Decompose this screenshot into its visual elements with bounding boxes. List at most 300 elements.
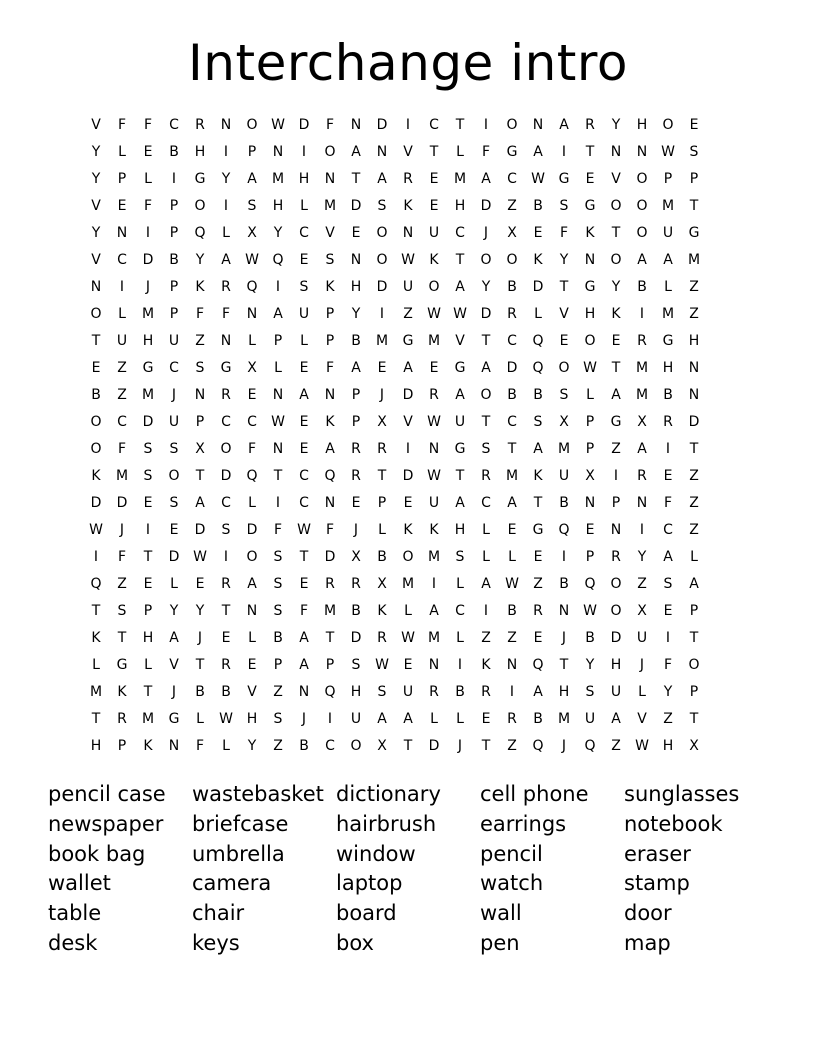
grid-letter: M (427, 549, 441, 565)
grid-letter: N (116, 225, 128, 241)
grid-letter: P (611, 495, 621, 511)
grid-letter: D (298, 117, 310, 133)
grid-letter: S (455, 549, 465, 565)
grid-letter: N (324, 495, 336, 511)
grid-letter: V (403, 144, 413, 160)
grid-letter: J (379, 387, 385, 403)
grid-letter: N (272, 387, 284, 403)
grid-row (83, 517, 733, 544)
grid-letter: N (636, 495, 648, 511)
grid-letter: E (247, 657, 257, 673)
grid-letter: H (298, 171, 310, 187)
grid-letter: K (585, 225, 595, 241)
grid-letter: Y (221, 171, 231, 187)
page-title: Interchange intro (188, 34, 628, 92)
grid-letter: M (115, 468, 129, 484)
word-list-item: briefcase (192, 811, 289, 836)
grid-letter: T (143, 684, 153, 700)
grid-letter: N (220, 117, 232, 133)
grid-letter: M (375, 333, 389, 349)
grid-letter: Z (507, 630, 517, 646)
grid-letter: W (531, 171, 545, 187)
grid-letter: L (170, 576, 178, 592)
grid-letter: Y (195, 252, 205, 268)
grid-letter: R (533, 603, 543, 619)
grid-letter: H (350, 684, 362, 700)
grid-letter: H (454, 522, 466, 538)
grid-letter: C (299, 225, 309, 241)
grid-letter: L (508, 549, 516, 565)
grid-letter: T (117, 630, 127, 646)
grid-letter: N (324, 387, 336, 403)
grid-letter: D (142, 414, 154, 430)
grid-letter: Y (637, 549, 647, 565)
grid-letter: L (248, 333, 256, 349)
grid-letter: A (377, 171, 387, 187)
grid-letter: W (219, 711, 233, 727)
grid-letter: U (402, 684, 414, 700)
grid-letter: D (480, 306, 492, 322)
grid-letter: A (533, 441, 543, 457)
grid-letter: S (559, 198, 569, 214)
grid-letter: T (611, 360, 621, 376)
word-list-item: newspaper (48, 811, 164, 836)
grid-letter: M (687, 252, 701, 268)
grid-letter: N (610, 522, 622, 538)
grid-letter: S (351, 657, 361, 673)
word-list-item: chair (192, 901, 245, 926)
grid-letter: L (482, 549, 490, 565)
grid-letter: A (351, 360, 361, 376)
grid-letter: E (663, 603, 673, 619)
grid-letter: X (637, 414, 647, 430)
grid-letter: E (299, 360, 309, 376)
grid-letter: E (611, 333, 621, 349)
grid-letter: K (91, 630, 101, 646)
grid-letter: O (480, 252, 492, 268)
grid-letter: V (559, 306, 569, 322)
grid-letter: A (533, 144, 543, 160)
grid-letter: W (401, 630, 415, 646)
grid-letter: P (585, 549, 595, 565)
grid-letter: Y (559, 252, 569, 268)
grid-letter: O (428, 279, 440, 295)
grid-letter: A (403, 360, 413, 376)
grid-letter: G (584, 279, 596, 295)
grid-letter: L (300, 333, 308, 349)
grid-letter: J (561, 738, 567, 754)
grid-letter: H (636, 117, 648, 133)
grid-letter: V (455, 333, 465, 349)
grid-letter: T (273, 468, 283, 484)
word-list-item: hairbrush (336, 811, 437, 836)
grid-letter: D (532, 279, 544, 295)
grid-letter: N (350, 252, 362, 268)
grid-letter: W (505, 576, 519, 592)
grid-letter: G (402, 333, 414, 349)
grid-letter: N (272, 144, 284, 160)
grid-letter: Y (663, 684, 673, 700)
word-list-item: umbrella (192, 841, 285, 866)
grid-letter: A (611, 711, 621, 727)
grid-letter: L (638, 684, 646, 700)
grid-letter: G (142, 360, 154, 376)
grid-letter: M (271, 171, 285, 187)
grid-letter: Z (689, 522, 699, 538)
grid-letter: S (169, 441, 179, 457)
grid-letter: C (117, 252, 127, 268)
grid-letter: S (273, 576, 283, 592)
grid-letter: R (195, 117, 205, 133)
grid-letter: E (403, 657, 413, 673)
grid-letter: S (247, 198, 257, 214)
grid-letter: P (325, 657, 335, 673)
grid-letter: C (221, 495, 231, 511)
grid-letter: L (534, 306, 542, 322)
grid-letter: Z (403, 306, 413, 322)
grid-letter: A (663, 549, 673, 565)
grid-letter: P (169, 225, 179, 241)
grid-letter: R (585, 117, 595, 133)
grid-row (83, 490, 733, 517)
grid-letter: F (325, 117, 335, 133)
grid-letter: P (273, 333, 283, 349)
grid-letter: H (246, 711, 258, 727)
grid-letter: B (637, 279, 647, 295)
grid-letter: B (585, 630, 595, 646)
grid-letter: T (585, 144, 595, 160)
grid-letter: C (169, 117, 179, 133)
grid-letter: C (299, 495, 309, 511)
grid-letter: X (377, 576, 387, 592)
grid-letter: J (145, 279, 151, 295)
grid-letter: Z (533, 576, 543, 592)
word-list-item: pen (480, 930, 520, 955)
grid-letter: A (351, 144, 361, 160)
grid-letter: K (403, 198, 413, 214)
grid-letter: W (427, 306, 441, 322)
grid-letter: S (221, 522, 231, 538)
grid-letter: F (273, 522, 283, 538)
grid-letter: C (117, 414, 127, 430)
grid-letter: N (298, 684, 310, 700)
grid-letter: V (325, 225, 335, 241)
grid-letter: M (557, 711, 571, 727)
grid-letter: U (116, 333, 128, 349)
grid-letter: T (377, 468, 387, 484)
grid-letter: U (610, 684, 622, 700)
grid-letter: Y (351, 306, 361, 322)
grid-letter: I (405, 117, 411, 133)
grid-letter: T (559, 279, 569, 295)
grid-letter: L (196, 711, 204, 727)
grid-letter: N (220, 333, 232, 349)
grid-letter: N (428, 657, 440, 673)
grid-letter: H (688, 333, 700, 349)
grid-letter: S (195, 360, 205, 376)
grid-letter: D (610, 630, 622, 646)
grid-letter: O (90, 306, 102, 322)
grid-letter: O (610, 198, 622, 214)
grid-letter: O (610, 576, 622, 592)
grid-letter: W (375, 657, 389, 673)
grid-letter: O (610, 252, 622, 268)
grid-letter: L (118, 144, 126, 160)
grid-row (83, 679, 733, 706)
grid-letter: N (246, 603, 258, 619)
grid-letter: F (117, 117, 127, 133)
grid-letter: X (689, 738, 699, 754)
grid-letter: T (143, 549, 153, 565)
grid-letter: Z (117, 387, 127, 403)
grid-letter: E (221, 630, 231, 646)
grid-letter: A (429, 603, 439, 619)
grid-letter: T (195, 657, 205, 673)
grid-row (83, 301, 733, 328)
grid-letter: F (299, 603, 309, 619)
grid-letter: O (402, 549, 414, 565)
grid-letter: O (558, 360, 570, 376)
grid-letter: D (246, 522, 258, 538)
grid-letter: O (480, 387, 492, 403)
grid-letter: K (143, 738, 153, 754)
word-list-item: pencil (480, 841, 543, 866)
grid-letter: W (193, 549, 207, 565)
grid-letter: T (325, 630, 335, 646)
grid-letter: B (533, 387, 543, 403)
grid-letter: E (299, 414, 309, 430)
grid-row (83, 652, 733, 679)
grid-letter: S (533, 414, 543, 430)
grid-letter: Q (246, 468, 258, 484)
grid-letter: F (221, 306, 231, 322)
grid-letter: S (663, 576, 673, 592)
grid-letter: L (430, 711, 438, 727)
grid-letter: H (194, 144, 206, 160)
grid-letter: F (325, 360, 335, 376)
grid-row (83, 382, 733, 409)
grid-letter: X (195, 441, 205, 457)
grid-letter: R (351, 576, 361, 592)
grid-letter: R (377, 630, 387, 646)
grid-letter: C (429, 117, 439, 133)
grid-letter: L (118, 306, 126, 322)
grid-letter: F (325, 522, 335, 538)
grid-letter: O (636, 198, 648, 214)
grid-letter: M (323, 198, 337, 214)
grid-letter: O (636, 225, 648, 241)
grid-letter: O (324, 144, 336, 160)
grid-letter: N (402, 225, 414, 241)
grid-letter: P (351, 387, 361, 403)
grid-letter: T (533, 495, 543, 511)
grid-letter: E (377, 360, 387, 376)
grid-letter: L (456, 711, 464, 727)
grid-letter: Z (273, 738, 283, 754)
grid-letter: A (507, 495, 517, 511)
grid-letter: L (404, 603, 412, 619)
grid-letter: G (168, 711, 180, 727)
word-list-item: box (336, 930, 374, 955)
grid-letter: O (584, 333, 596, 349)
grid-letter: A (377, 711, 387, 727)
grid-letter: Z (117, 360, 127, 376)
grid-letter: P (325, 306, 335, 322)
grid-letter: I (431, 576, 437, 592)
grid-letter: P (325, 333, 335, 349)
grid-letter: M (557, 441, 571, 457)
grid-letter: P (117, 738, 127, 754)
word-list-item: watch (480, 871, 544, 896)
grid-letter: E (481, 711, 491, 727)
grid-letter: P (663, 171, 673, 187)
grid-letter: G (532, 522, 544, 538)
grid-letter: W (635, 738, 649, 754)
grid-letter: W (661, 144, 675, 160)
grid-letter: B (455, 684, 465, 700)
grid-letter: R (611, 549, 621, 565)
grid-letter: U (662, 225, 674, 241)
grid-letter: T (91, 603, 101, 619)
grid-letter: R (351, 468, 361, 484)
grid-letter: I (275, 495, 281, 511)
grid-letter: O (168, 468, 180, 484)
grid-letter: K (377, 603, 387, 619)
grid-letter: R (221, 279, 231, 295)
grid-letter: N (532, 117, 544, 133)
grid-letter: W (271, 117, 285, 133)
grid-letter: D (350, 630, 362, 646)
grid-letter: U (350, 711, 362, 727)
word-list-item: notebook (624, 811, 723, 836)
grid-letter: B (533, 711, 543, 727)
grid-letter: L (482, 522, 490, 538)
word-list (48, 779, 768, 958)
grid-letter: Z (273, 684, 283, 700)
grid-letter: T (221, 603, 231, 619)
grid-letter: I (223, 198, 229, 214)
grid-row (83, 247, 733, 274)
grid-letter: O (662, 117, 674, 133)
grid-letter: A (637, 441, 647, 457)
grid-letter: E (533, 549, 543, 565)
grid-letter: N (246, 306, 258, 322)
grid-letter: N (376, 144, 388, 160)
grid-letter: W (89, 522, 103, 538)
grid-letter: E (559, 333, 569, 349)
grid-letter: D (480, 198, 492, 214)
grid-letter: Y (247, 738, 257, 754)
grid-letter: Z (481, 630, 491, 646)
grid-letter: T (481, 738, 491, 754)
grid-letter: S (559, 387, 569, 403)
grid-letter: L (664, 279, 672, 295)
grid-row (83, 463, 733, 490)
grid-letter: A (169, 630, 179, 646)
grid-letter: A (273, 306, 283, 322)
grid-letter: A (481, 576, 491, 592)
grid-letter: G (506, 144, 518, 160)
grid-letter: Y (481, 279, 491, 295)
grid-letter: C (247, 414, 257, 430)
grid-letter: E (663, 468, 673, 484)
grid-letter: N (324, 171, 336, 187)
grid-letter: N (688, 360, 700, 376)
grid-letter: E (299, 252, 309, 268)
grid-letter: Q (558, 522, 570, 538)
grid-letter: T (91, 711, 101, 727)
grid-letter: A (455, 279, 465, 295)
grid-letter: V (403, 414, 413, 430)
grid-letter: I (483, 603, 489, 619)
grid-letter: F (195, 306, 205, 322)
grid-letter: D (90, 495, 102, 511)
grid-letter: B (91, 387, 101, 403)
grid-letter: E (143, 576, 153, 592)
grid-letter: T (403, 738, 413, 754)
grid-letter: M (635, 360, 649, 376)
grid-letter: P (117, 171, 127, 187)
grid-letter: Y (91, 144, 101, 160)
grid-letter: B (273, 630, 283, 646)
grid-letter: T (559, 657, 569, 673)
grid-letter: B (507, 387, 517, 403)
grid-letter: I (171, 171, 177, 187)
grid-letter: J (353, 522, 359, 538)
grid-letter: F (559, 225, 569, 241)
grid-letter: I (613, 468, 619, 484)
grid-letter: S (273, 549, 283, 565)
grid-letter: P (247, 144, 257, 160)
grid-letter: D (194, 522, 206, 538)
grid-letter: M (141, 306, 155, 322)
grid-letter: B (507, 603, 517, 619)
grid-letter: X (507, 225, 517, 241)
grid-letter: G (688, 225, 700, 241)
word-list-item: sunglasses (624, 782, 740, 806)
grid-letter: Q (532, 657, 544, 673)
grid-letter: Z (689, 495, 699, 511)
grid-letter: T (481, 333, 491, 349)
grid-letter: M (89, 684, 103, 700)
grid-letter: Y (611, 117, 621, 133)
grid-letter: T (611, 225, 621, 241)
grid-letter: C (663, 522, 673, 538)
grid-letter: P (689, 171, 699, 187)
grid-letter: G (454, 441, 466, 457)
grid-letter: I (145, 522, 151, 538)
grid-letter: S (273, 711, 283, 727)
word-list-item: cell phone (480, 782, 589, 806)
grid-letter: A (299, 657, 309, 673)
word-list-item: pencil case (48, 782, 166, 806)
grid-letter: M (427, 333, 441, 349)
grid-letter: E (585, 522, 595, 538)
word-list-item: board (336, 901, 397, 926)
grid-letter: C (221, 414, 231, 430)
grid-letter: S (689, 144, 699, 160)
grid-letter: E (403, 495, 413, 511)
grid-letter: U (168, 414, 180, 430)
grid-letter: I (483, 117, 489, 133)
grid-letter: A (611, 387, 621, 403)
grid-letter: Y (91, 171, 101, 187)
grid-letter: A (195, 495, 205, 511)
grid-letter: O (636, 171, 648, 187)
grid-letter: E (195, 576, 205, 592)
grid-letter: W (583, 603, 597, 619)
grid-letter: I (145, 225, 151, 241)
